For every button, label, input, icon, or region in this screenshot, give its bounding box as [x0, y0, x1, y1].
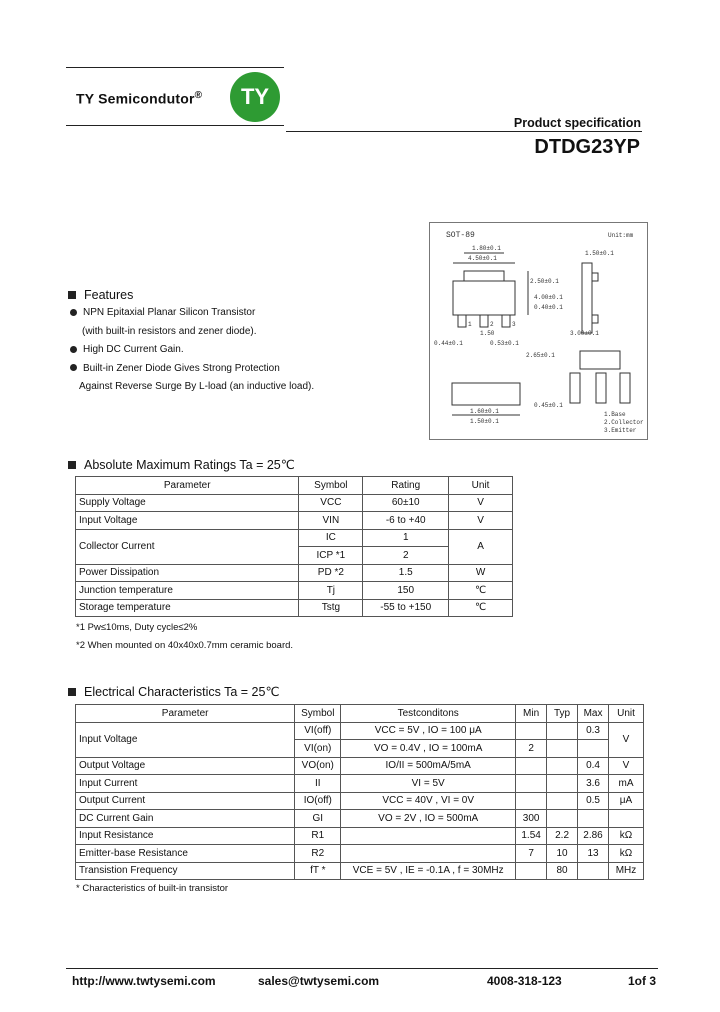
- table-header-row: [76, 477, 513, 495]
- cond-cell: VCC = 40V , VI = 0V: [341, 792, 516, 810]
- cond-cell: VI = 5V: [341, 775, 516, 793]
- symbol-cell: R2: [295, 845, 341, 863]
- dim-10: 2.65±0.1: [526, 352, 555, 359]
- section-bullet-icon: [68, 688, 76, 696]
- bullet-icon: [70, 364, 77, 371]
- legend-collector: 2.Collector: [604, 419, 644, 426]
- unit-cell: MHz: [609, 862, 644, 880]
- symbol-cell: VCC: [299, 494, 363, 512]
- table-row: [76, 722, 644, 740]
- col-header: Parameter: [76, 477, 299, 495]
- symbol-cell: fT *: [295, 862, 341, 880]
- param-cell: Power Dissipation: [76, 564, 299, 582]
- dim-3: 2.50±0.1: [530, 278, 559, 285]
- unit-cell: μA: [609, 792, 644, 810]
- unit-cell: V: [449, 512, 513, 530]
- footer-phone: 4008-318-123: [487, 974, 562, 988]
- legend-base: 1.Base: [604, 411, 626, 418]
- min-cell: 300: [516, 810, 547, 828]
- typ-cell: 10: [547, 845, 578, 863]
- param-cell: Input Voltage: [76, 722, 295, 757]
- dim-11: 0.45±0.1: [534, 402, 563, 409]
- rating-cell: 1.5: [363, 564, 449, 582]
- package-name: SOT-89: [446, 231, 475, 240]
- param-cell: Storage temperature: [76, 599, 299, 617]
- rating-cell: -6 to +40: [363, 512, 449, 530]
- dim-4: 4.00±0.1: [534, 294, 563, 301]
- abs-max-note-1: *1 Pw≤10ms, Duty cycle≤2%: [76, 622, 198, 633]
- typ-cell: [547, 810, 578, 828]
- param-cell: Emitter-base Resistance: [76, 845, 295, 863]
- max-cell: 3.6: [578, 775, 609, 793]
- param-cell: Input Current: [76, 775, 295, 793]
- col-header: Max: [578, 705, 609, 723]
- cond-cell: [341, 827, 516, 845]
- feature-item: Built-in Zener Diode Gives Strong Protection: [70, 360, 314, 379]
- unit-cell: V: [449, 494, 513, 512]
- cond-cell: VO = 2V , IO = 500mA: [341, 810, 516, 828]
- max-cell: 0.3: [578, 722, 609, 740]
- footprint-lead-1: [570, 373, 580, 403]
- table-header-row: [76, 705, 644, 723]
- min-cell: 7: [516, 845, 547, 863]
- feature-item-sub: (with built-in resistors and zener diode).: [82, 325, 257, 337]
- dim-13: 1.50±0.1: [470, 418, 499, 425]
- col-header: Rating: [363, 477, 449, 495]
- bullet-icon: [70, 309, 77, 316]
- typ-cell: [547, 757, 578, 775]
- col-header: Symbol: [299, 477, 363, 495]
- package-bottom-view: [452, 383, 520, 405]
- param-cell: Supply Voltage: [76, 494, 299, 512]
- table-row: [76, 582, 513, 600]
- cond-cell: [341, 845, 516, 863]
- side-lead-bottom: [592, 315, 598, 323]
- dim-1: 1.80±0.1: [472, 245, 501, 252]
- col-header: Unit: [609, 705, 644, 723]
- pin-1-label: 1: [468, 321, 472, 328]
- table-row: [76, 599, 513, 617]
- col-header: Min: [516, 705, 547, 723]
- max-cell: 0.5: [578, 792, 609, 810]
- table-row: [76, 845, 644, 863]
- table-row: [76, 827, 644, 845]
- unit-cell: mA: [609, 775, 644, 793]
- symbol-cell: GI: [295, 810, 341, 828]
- unit-cell: ℃: [449, 599, 513, 617]
- param-cell: DC Current Gain: [76, 810, 295, 828]
- footer-rule: [66, 968, 658, 969]
- dim-7: 3.00±0.1: [570, 330, 599, 337]
- min-cell: [516, 775, 547, 793]
- max-cell: 13: [578, 845, 609, 863]
- ty-logo: TY: [230, 72, 280, 122]
- unit-cell: ℃: [449, 582, 513, 600]
- table-row: [76, 529, 513, 547]
- cond-cell: VCC = 5V , IO = 100 μA: [341, 722, 516, 740]
- unit-cell: [609, 810, 644, 828]
- rating-cell: -55 to +150: [363, 599, 449, 617]
- part-number: DTDG23YP: [534, 136, 640, 158]
- footprint-pad: [580, 351, 620, 369]
- package-drawing: [429, 222, 648, 440]
- symbol-cell: Tstg: [299, 599, 363, 617]
- rating-cell: 2: [363, 547, 449, 565]
- rating-cell: 150: [363, 582, 449, 600]
- brand-name: TY Semicondutor®: [76, 90, 203, 107]
- dim-9: 0.53±0.1: [490, 340, 519, 347]
- table-row: [76, 512, 513, 530]
- col-header: Symbol: [295, 705, 341, 723]
- param-cell: Junction temperature: [76, 582, 299, 600]
- side-lead-top: [592, 273, 598, 281]
- symbol-cell: Tj: [299, 582, 363, 600]
- feature-item: High DC Current Gain.: [70, 341, 314, 360]
- table-row: [76, 810, 644, 828]
- table-row: [76, 792, 644, 810]
- unit-cell: kΩ: [609, 827, 644, 845]
- header-top-rule: [66, 67, 284, 68]
- dim-2: 1.50±0.1: [585, 250, 614, 257]
- param-cell: Input Voltage: [76, 512, 299, 530]
- footprint-lead-3: [620, 373, 630, 403]
- footer-url-link[interactable]: http://www.twtysemi.com: [72, 974, 216, 988]
- min-cell: 2: [516, 740, 547, 758]
- col-header: Parameter: [76, 705, 295, 723]
- max-cell: [578, 740, 609, 758]
- cond-cell: VO = 0.4V , IO = 100mA: [341, 740, 516, 758]
- typ-cell: [547, 792, 578, 810]
- typ-cell: [547, 775, 578, 793]
- feature-item-sub: Against Reverse Surge By L-load (an inductive load).: [79, 381, 315, 392]
- dim-12: 1.60±0.1: [470, 408, 499, 415]
- rating-cell: 60±10: [363, 494, 449, 512]
- unit-cell: W: [449, 564, 513, 582]
- typ-cell: 2.2: [547, 827, 578, 845]
- rating-cell: 1: [363, 529, 449, 547]
- package-body-top: [453, 281, 515, 315]
- typ-cell: [547, 722, 578, 740]
- unit-cell: kΩ: [609, 845, 644, 863]
- param-cell: Output Voltage: [76, 757, 295, 775]
- elec-table: [75, 704, 644, 880]
- param-cell: Output Current: [76, 792, 295, 810]
- max-cell: 0.4: [578, 757, 609, 775]
- param-cell: Collector Current: [76, 529, 299, 564]
- features-list: [70, 304, 314, 397]
- symbol-cell: VIN: [299, 512, 363, 530]
- abs-max-note-2: *2 When mounted on 40x40x0.7mm ceramic board.: [76, 640, 294, 651]
- pin-2-lead: [480, 315, 488, 327]
- param-cell: Input Resistance: [76, 827, 295, 845]
- features-heading: Features: [68, 288, 133, 302]
- min-cell: [516, 792, 547, 810]
- dim-8: 0.44±0.1: [434, 340, 463, 347]
- typ-cell: [547, 740, 578, 758]
- min-cell: 1.54: [516, 827, 547, 845]
- header-mid-rule: [66, 125, 284, 126]
- max-cell: 2.86: [578, 827, 609, 845]
- table-row: [76, 494, 513, 512]
- max-cell: [578, 810, 609, 828]
- footprint-lead-2: [596, 373, 606, 403]
- min-cell: [516, 862, 547, 880]
- page-number: 1of 3: [628, 974, 657, 988]
- col-header: Unit: [449, 477, 513, 495]
- pin-2-label: 2: [490, 321, 494, 328]
- symbol-cell: IO(off): [295, 792, 341, 810]
- feature-item: NPN Epitaxial Planar Silicon Transistor: [70, 304, 314, 323]
- min-cell: [516, 757, 547, 775]
- col-header: Testconditons: [341, 705, 516, 723]
- section-bullet-icon: [68, 461, 76, 469]
- abs-max-table: [75, 476, 513, 617]
- symbol-cell: VI(on): [295, 740, 341, 758]
- package-outline-svg: [430, 223, 647, 439]
- symbol-cell: II: [295, 775, 341, 793]
- dim-6: 1.50: [480, 330, 495, 337]
- unit-cell: V: [609, 722, 644, 757]
- bullet-icon: [70, 346, 77, 353]
- typ-cell: 80: [547, 862, 578, 880]
- pin-3-label: 3: [512, 321, 516, 328]
- min-cell: [516, 722, 547, 740]
- table-row: [76, 564, 513, 582]
- param-cell: Transistion Frequency: [76, 862, 295, 880]
- unit-label: Unit:mm: [608, 232, 634, 239]
- header-right-rule: [286, 131, 642, 132]
- col-header: Typ: [547, 705, 578, 723]
- package-tab: [464, 271, 504, 281]
- table-row: [76, 862, 644, 880]
- symbol-cell: VO(on): [295, 757, 341, 775]
- dim-0: 4.50±0.1: [468, 255, 497, 262]
- section-bullet-icon: [68, 291, 76, 299]
- elec-heading: Electrical Characteristics Ta = 25℃: [68, 684, 279, 699]
- cond-cell: VCE = 5V , IE = -0.1A , f = 30MHz: [341, 862, 516, 880]
- dim-5: 0.40±0.1: [534, 304, 563, 311]
- pin-1-lead: [458, 315, 466, 327]
- legend-emitter: 3.Emitter: [604, 427, 637, 434]
- footer-email-link[interactable]: sales@twtysemi.com: [258, 974, 380, 988]
- table-row: [76, 757, 644, 775]
- symbol-cell: VI(off): [295, 722, 341, 740]
- cond-cell: IO/II = 500mA/5mA: [341, 757, 516, 775]
- symbol-cell: ICP *1: [299, 547, 363, 565]
- abs-max-heading: Absolute Maximum Ratings Ta = 25℃: [68, 457, 295, 472]
- unit-cell: V: [609, 757, 644, 775]
- elec-note: * Characteristics of built-in transistor: [76, 883, 229, 894]
- symbol-cell: IC: [299, 529, 363, 547]
- unit-cell: A: [449, 529, 513, 564]
- symbol-cell: R1: [295, 827, 341, 845]
- product-spec-label: Product specification: [513, 116, 641, 130]
- max-cell: [578, 862, 609, 880]
- table-row: [76, 775, 644, 793]
- package-side-view: [582, 263, 592, 333]
- pin-3-lead: [502, 315, 510, 327]
- symbol-cell: PD *2: [299, 564, 363, 582]
